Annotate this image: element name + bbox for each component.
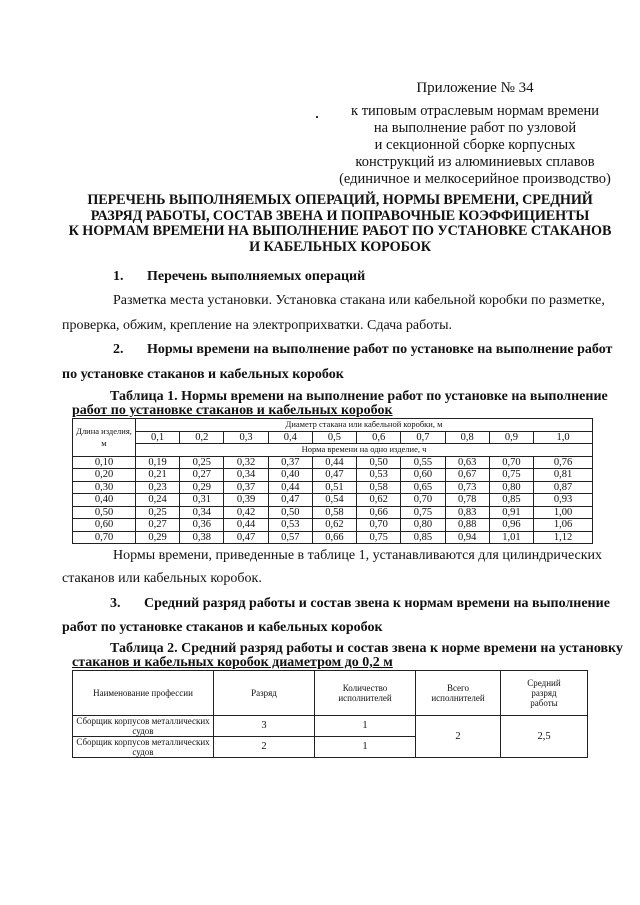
diameter-header: Диаметр стакана или кабельной коробки, м [136,419,593,432]
count-cell: 1 [315,716,416,737]
table-row [73,456,593,469]
length-cell: 0,50 [73,506,136,519]
count-cell: 1 [315,737,416,758]
value-cell: 0,85 [401,531,445,544]
section-heading-text: Нормы времени на выполнение работ по установке на выполнение работ [147,342,613,357]
title-line: РАЗРЯД РАБОТЫ, СОСТАВ ЗВЕНА И ПОПРАВОЧНЫЕ КОЭФФИЦИЕНТЫ [90,207,590,224]
diameter-cell: 0,8 [445,431,489,444]
value-cell: 0,62 [312,519,356,532]
length-cell: 0,40 [73,494,136,507]
value-cell: 0,29 [136,531,180,544]
value-cell: 0,66 [312,531,356,544]
scan-speck [316,116,318,118]
table-row [73,481,593,494]
value-cell: 0,36 [180,519,224,532]
value-cell: 0,54 [312,494,356,507]
value-cell: 0,53 [268,519,312,532]
value-cell: 0,58 [357,481,401,494]
value-cell: 0,80 [489,481,533,494]
diameter-cell: 0,7 [401,431,445,444]
value-cell: 0,25 [136,506,180,519]
value-cell: 0,80 [401,519,445,532]
document-title [60,193,620,255]
section-heading-text: Перечень выполняемых операций [147,269,366,284]
length-cell: 0,10 [73,456,136,469]
table-2-caption-line1: Таблица 2. Средний разряд работы и состав звена к норме времени на установку [110,641,623,656]
value-cell: 0,50 [357,456,401,469]
table-1-caption-line1: Таблица 1. Нормы времени на выполнение работ по установке на выполнение [110,389,608,404]
value-cell: 0,60 [401,469,445,482]
table-row [73,494,593,507]
value-cell: 0,53 [357,469,401,482]
value-cell: 0,38 [180,531,224,544]
appendix-line: конструкций из алюминиевых сплавов [355,154,595,170]
value-cell: 0,75 [489,469,533,482]
value-cell: 0,44 [224,519,268,532]
appendix-line: (единичное и мелкосерийное производство) [339,171,611,187]
diameter-cell: 0,4 [268,431,312,444]
section-2-heading [113,342,612,358]
value-cell: 0,62 [357,494,401,507]
value-cell: 0,81 [534,469,593,482]
value-cell: 0,63 [445,456,489,469]
value-cell: 0,27 [136,519,180,532]
value-cell: 0,91 [489,506,533,519]
value-cell: 0,47 [268,494,312,507]
value-cell: 0,50 [268,506,312,519]
value-cell: 0,40 [268,469,312,482]
header-count: Количество исполнителей [315,671,416,716]
value-cell: 0,51 [312,481,356,494]
table-1-time-norms [72,418,593,544]
appendix-number: Приложение № 34 [416,80,534,96]
table-2-crew-composition [72,670,588,758]
table-1-note-line1: Нормы времени, приведенные в таблице 1, устанавливаются для цилиндрических [113,548,603,563]
value-cell: 0,93 [534,494,593,507]
value-cell: 0,70 [357,519,401,532]
value-cell: 0,78 [445,494,489,507]
table-row [73,519,593,532]
appendix-line: и секционной сборке корпусных [374,137,576,153]
value-cell: 0,83 [445,506,489,519]
value-cell: 1,01 [489,531,533,544]
section-3-heading-line2: работ по установке стаканов и кабельных коробок [62,620,383,635]
header-grade: Разряд [214,671,315,716]
value-cell: 0,70 [401,494,445,507]
appendix-line: к типовым отраслевым нормам времени [351,103,599,119]
avg-grade-cell: 2,5 [501,716,588,758]
value-cell: 0,85 [489,494,533,507]
value-cell: 0,66 [357,506,401,519]
header-total: Всего исполнителей [416,671,501,716]
table-row [73,506,593,519]
value-cell: 1,12 [534,531,593,544]
value-cell: 0,31 [180,494,224,507]
value-cell: 0,57 [268,531,312,544]
section-1-text-line1: Разметка места установки. Установка стакана или кабельной коробки по разметке, [113,293,605,308]
header-profession: Наименование профессии [73,671,214,716]
table-1-caption-line2: работ по установке стаканов и кабельных коробок [72,403,393,418]
value-cell: 0,42 [224,506,268,519]
value-cell: 0,47 [312,469,356,482]
diameter-cell: 0,5 [312,431,356,444]
value-cell: 0,34 [224,469,268,482]
diameter-cell: 0,1 [136,431,180,444]
value-cell: 0,58 [312,506,356,519]
grade-cell: 2 [214,737,315,758]
table-row [73,469,593,482]
table-2-caption-line2: стаканов и кабельных коробок диаметром до 0,2 м [72,655,393,670]
value-cell: 0,24 [136,494,180,507]
profession-cell: Сборщик корпусов металлических судов [73,737,214,758]
diameter-cell: 0,9 [489,431,533,444]
value-cell: 0,75 [401,506,445,519]
diameter-cell: 0,6 [357,431,401,444]
length-cell: 0,30 [73,481,136,494]
diameter-cell: 1,0 [534,431,593,444]
section-number: 2. [113,342,124,357]
value-cell: 0,67 [445,469,489,482]
section-heading-text: Средний разряд работы и состав звена к нормам времени на выполнение [144,596,610,611]
value-cell: 0,25 [180,456,224,469]
value-cell: 0,44 [268,481,312,494]
value-cell: 0,70 [489,456,533,469]
table-1-note-line2: стаканов или кабельных коробок. [62,571,262,586]
section-1-heading [113,269,365,285]
value-cell: 0,44 [312,456,356,469]
value-cell: 0,34 [180,506,224,519]
value-cell: 0,19 [136,456,180,469]
title-line: К НОРМАМ ВРЕМЕНИ НА ВЫПОЛНЕНИЕ РАБОТ ПО УСТАНОВКЕ СТАКАНОВ [68,223,612,239]
value-cell: 0,88 [445,519,489,532]
total-cell: 2 [416,716,501,758]
diameter-cell: 0,3 [224,431,268,444]
norm-header: Норма времени на одно изделие, ч [136,444,593,457]
grade-cell: 3 [214,716,315,737]
value-cell: 0,75 [357,531,401,544]
value-cell: 1,00 [534,506,593,519]
diameter-cell: 0,2 [180,431,224,444]
value-cell: 0,94 [445,531,489,544]
value-cell: 0,73 [445,481,489,494]
value-cell: 0,47 [224,531,268,544]
value-cell: 0,87 [534,481,593,494]
appendix-header [330,80,620,188]
value-cell: 0,21 [136,469,180,482]
value-cell: 0,76 [534,456,593,469]
table-row [73,531,593,544]
length-cell: 0,60 [73,519,136,532]
title-line: ПЕРЕЧЕНЬ ВЫПОЛНЯЕМЫХ ОПЕРАЦИЙ, НОРМЫ ВРЕМЕНИ, СРЕДНИЙ [87,192,593,208]
value-cell: 0,37 [268,456,312,469]
value-cell: 0,39 [224,494,268,507]
table-row [73,716,588,737]
profession-cell: Сборщик корпусов металлических судов [73,716,214,737]
value-cell: 0,29 [180,481,224,494]
value-cell: 0,27 [180,469,224,482]
value-cell: 1,06 [534,519,593,532]
section-1-text-line2: проверка, обжим, крепление на электроприхватки. Сдача работы. [62,318,453,333]
section-2-heading-line2: по установке стаканов и кабельных коробок [62,367,344,382]
header-avg-grade: Средний разряд работы [501,671,588,716]
section-number: 3. [110,596,121,611]
section-3-heading [110,596,610,612]
title-line: И КАБЕЛЬНЫХ КОРОБОК [249,238,431,255]
value-cell: 0,23 [136,481,180,494]
length-cell: 0,70 [73,531,136,544]
value-cell: 0,37 [224,481,268,494]
value-cell: 0,55 [401,456,445,469]
value-cell: 0,96 [489,519,533,532]
section-number: 1. [113,269,124,284]
value-cell: 0,65 [401,481,445,494]
length-cell: 0,20 [73,469,136,482]
appendix-line: на выполнение работ по узловой [373,120,577,136]
value-cell: 0,32 [224,456,268,469]
row-header-length: Длина изделия, м [73,419,136,457]
